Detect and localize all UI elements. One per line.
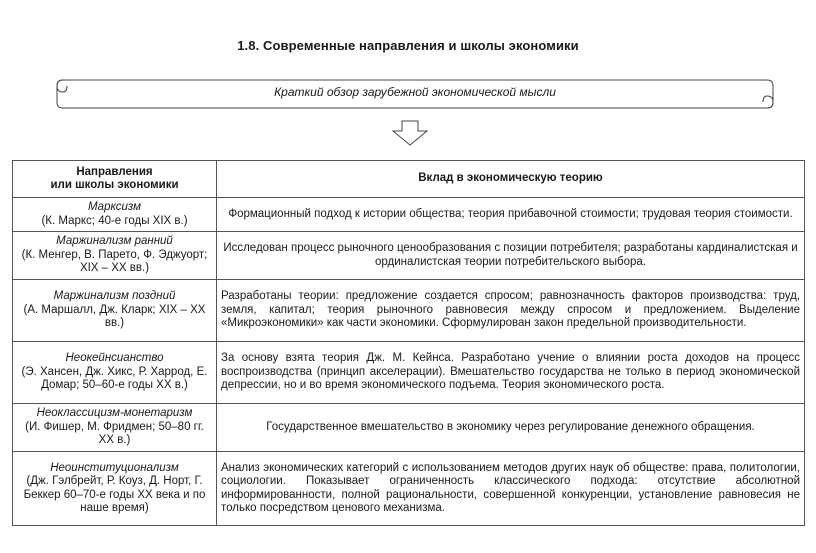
down-arrow-icon	[390, 120, 430, 146]
header-school-line1: Направления	[76, 165, 153, 178]
school-authors: (Э. Хансен, Дж. Хикс, Р. Харрод, Е. Домар; 50–60-е годы XX в.)	[21, 365, 208, 392]
school-cell	[13, 404, 217, 452]
contribution-cell: За основу взята теория Дж. М. Кейнса. Разработано учение о влиянии роста доходов на процесс воспроизводства (принцип акселерации). Вмешательство государства не только в период экономической депрессии, но и во время экономического подъема. Теория экономического роста.	[217, 342, 805, 404]
contribution-cell: Анализ экономических категорий с использованием методов других наук об обществе: права, политологии, социологии. Показывает ограниченность классического подхода: отсутствие абсолютной информированности, полной рациональности, совершенной конкуренции, установление равновесия не только посредством ценового механизма.	[217, 452, 805, 526]
banner-scroll	[55, 72, 775, 114]
contribution-cell: Разработаны теории: предложение создается спросом; равнозначность факторов производства: труд, земля, капитал; теория рыночного равновесия между спросом и предложением. Выделение «Микроэкономики» как части экономики. Сформулирован закон предельной производительности.	[217, 280, 805, 342]
school-authors: (К. Менгер, В. Парето, Ф. Эджуорт; XIX – XX вв.)	[21, 248, 208, 275]
school-authors: (К. Маркс; 40-е годы XIX в.)	[41, 214, 188, 227]
school-name: Марксизм	[87, 201, 142, 213]
table-row	[13, 280, 805, 342]
table-row	[13, 232, 805, 280]
contribution-cell: Формационный подход к истории общества; теория прибавочной стоимости; трудовая теория стоимости.	[217, 198, 805, 232]
school-cell	[13, 342, 217, 404]
contribution-cell: Исследован процесс рыночного ценообразования с позиции потребителя; разработаны кардиналистская и ординалистская теории потребительского выбора.	[217, 232, 805, 280]
school-name: Неокейнсианство	[65, 352, 164, 365]
header-school	[13, 161, 217, 198]
school-authors: (А. Маршалл, Дж. Кларк; XIX – XX вв.)	[23, 303, 206, 330]
table-row	[13, 198, 805, 232]
school-cell	[13, 452, 217, 526]
table-header-row	[13, 161, 805, 198]
school-cell	[13, 198, 217, 232]
page-title: 1.8. Современные направления и школы экономики	[237, 38, 579, 53]
header-contribution: Вклад в экономическую теорию	[217, 161, 805, 198]
table-row	[13, 342, 805, 404]
banner-text: Краткий обзор зарубежной экономической мысли	[274, 85, 556, 99]
school-cell	[13, 232, 217, 280]
table-row	[13, 452, 805, 526]
contribution-cell: Государственное вмешательство в экономику через регулирование денежного обращения.	[217, 404, 805, 452]
school-name: Неоклассицизм-монетаризм	[36, 407, 193, 420]
header-school-line2: или школы экономики	[50, 179, 179, 191]
school-authors: (Дж. Гэлбрейт, Р. Коуз, Д. Норт, Г. Беккер 60–70-е годы XX века и по наше время)	[23, 475, 206, 514]
schools-table	[12, 160, 805, 526]
school-cell	[13, 280, 217, 342]
school-name: Неоинституционализм	[50, 461, 179, 474]
school-name: Маржинализм ранний	[56, 235, 173, 248]
school-name: Маржинализм поздний	[53, 290, 176, 303]
table-row	[13, 404, 805, 452]
school-authors: (И. Фишер, М. Фридмен; 50–80 гг. XX в.)	[25, 420, 204, 447]
